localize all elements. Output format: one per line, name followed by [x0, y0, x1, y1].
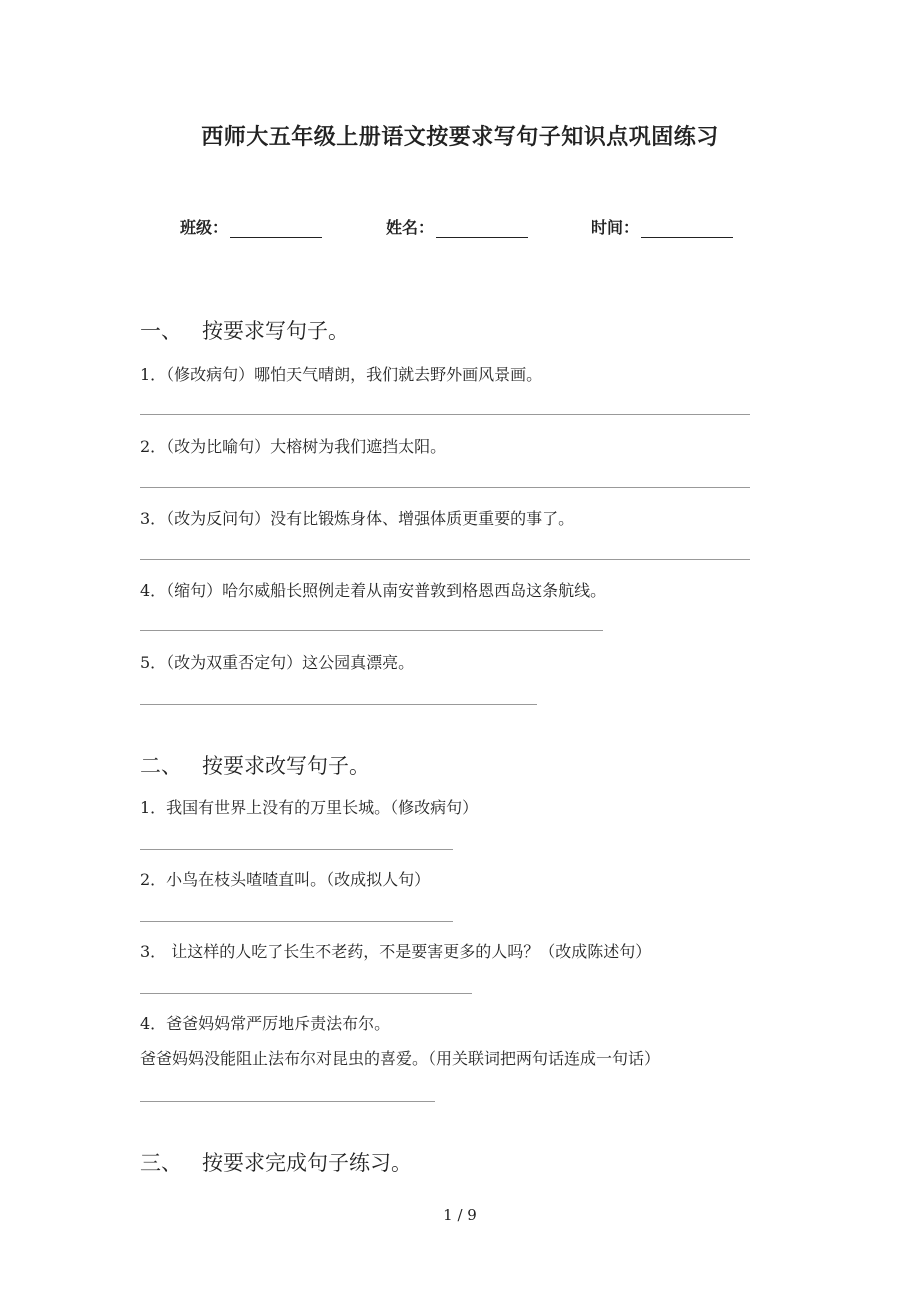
answer-line[interactable] [140, 559, 750, 560]
section-1-title: 按要求写句子。 [202, 319, 349, 343]
page-title: 西师大五年级上册语文按要求写句子知识点巩固练习 [201, 124, 719, 150]
answer-line[interactable] [140, 1101, 435, 1102]
section-2-title: 按要求改写句子。 [202, 754, 370, 778]
name-label: 姓名： [386, 218, 435, 237]
class-field[interactable] [180, 215, 322, 238]
class-blank[interactable] [230, 221, 322, 238]
section-3-number: 三、 [140, 1151, 182, 1175]
question: 3．（改为反问句）没有比锻炼身体、增强体质更重要的事了。 [140, 509, 575, 528]
section-1-number: 一、 [140, 319, 182, 343]
answer-line[interactable] [140, 487, 750, 488]
section-3-heading [140, 1147, 412, 1177]
section-2-number: 二、 [140, 754, 182, 778]
question: 爸爸妈妈没能阻止法布尔对昆虫的喜爱。（用关联词把两句话连成一句话） [140, 1049, 661, 1068]
question: 2．小鸟在枝头喳喳直叫。（改成拟人句） [140, 870, 431, 889]
section-2-heading [140, 750, 370, 780]
time-blank[interactable] [641, 221, 733, 238]
question: 5．（改为双重否定句）这公园真漂亮。 [140, 653, 415, 672]
class-label: 班级： [180, 218, 229, 237]
time-label: 时间： [591, 218, 640, 237]
answer-line[interactable] [140, 849, 453, 850]
answer-line[interactable] [140, 704, 537, 705]
question: 1．我国有世界上没有的万里长城。（修改病句） [140, 798, 479, 817]
question: 1．（修改病句）哪怕天气晴朗，我们就去野外画风景画。 [140, 365, 543, 384]
question: 2．（改为比喻句）大榕树为我们遮挡太阳。 [140, 437, 447, 456]
name-blank[interactable] [436, 221, 528, 238]
section-1-heading [140, 315, 349, 345]
question: 3． 让这样的人吃了长生不老药，不是要害更多的人吗？（改成陈述句） [140, 942, 652, 961]
time-field[interactable] [591, 215, 733, 238]
answer-line[interactable] [140, 993, 472, 994]
answer-line[interactable] [140, 630, 603, 631]
section-3-title: 按要求完成句子练习。 [202, 1151, 412, 1175]
answer-line[interactable] [140, 414, 750, 415]
page-number: 1 / 9 [443, 1206, 477, 1224]
name-field[interactable] [386, 215, 528, 238]
question: 4．爸爸妈妈常严厉地斥责法布尔。 [140, 1014, 391, 1033]
answer-line[interactable] [140, 921, 453, 922]
question: 4．（缩句）哈尔威船长照例走着从南安普敦到格恩西岛这条航线。 [140, 581, 607, 600]
